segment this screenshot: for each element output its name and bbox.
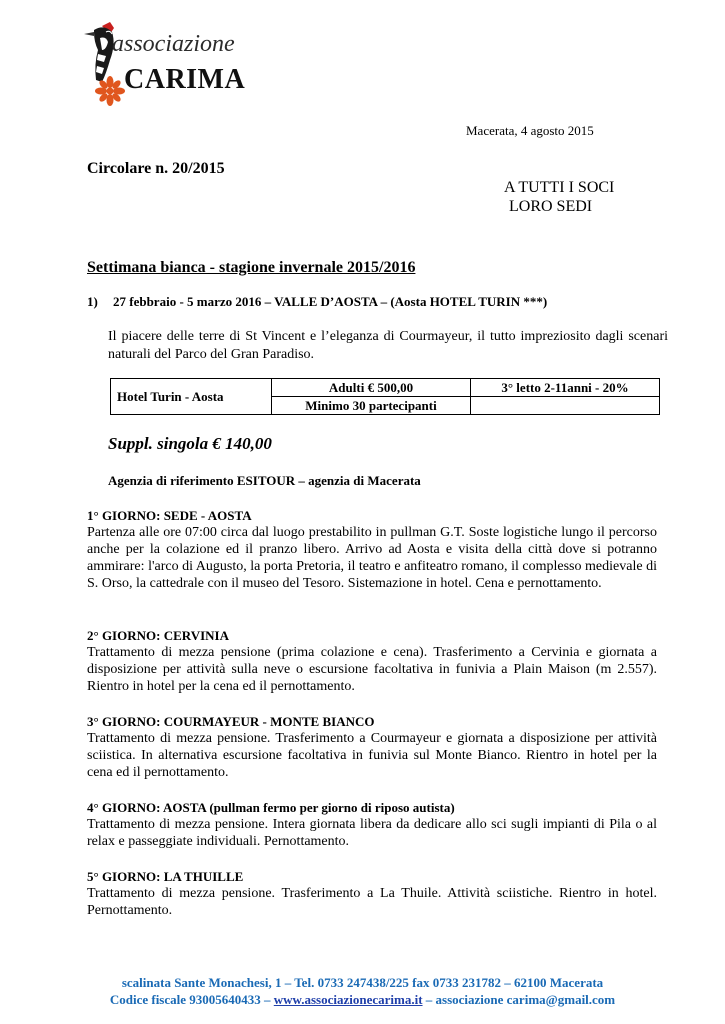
day-section-3 (87, 713, 657, 781)
day-text: Partenza alle ore 07:00 circa dal luogo prestabilito in pullman G.T. Soste logistiche lungo il percorso anche per la colazione ed il pranzo libero. Arrivo ad Aosta e visita della città dove si potranno ammirare: l'arco di Augusto, la porta Pretoria, il teatro e anfiteatro romano, il complesso medievale di S. Orso, la cattedrale con il museo del Tesoro. Sistemazione in hotel. Cena e pernottamento. (87, 525, 657, 591)
day-heading: 2° GIORNO: CERVINIA (87, 628, 229, 643)
logo-text-associazione: associazione (112, 31, 235, 57)
minimum-participants-cell: Minimo 30 partecipanti (272, 397, 471, 415)
letter-date: Macerata, 4 agosto 2015 (466, 123, 594, 138)
logo-text-carima: CARIMA (124, 64, 246, 95)
day-heading: 4° GIORNO: AOSTA (pullman fermo per giorno di riposo autista) (87, 800, 455, 815)
empty-cell (471, 397, 660, 415)
day-section-2 (87, 627, 657, 695)
footer-tax-code: Codice fiscale 93005640433 – (109, 992, 274, 1007)
document-title: Settimana bianca - stagione invernale 2015/2016 (87, 259, 416, 276)
day-section-5 (87, 868, 657, 919)
intro-paragraph: Il piacere delle terre di St Vincent e l’eleganza di Courmayeur, il tutto impreziosito dagli scenari naturali del Parco del Gran Paradiso. (108, 329, 668, 362)
day-text: Trattamento di mezza pensione (prima colazione e cena). Trasferimento a Cervinia e giornata a disposizione per attività sulla neve o escursione facoltativa in funivia a Plain Maison (m 2.557). Rientro in hotel per la cena ed il pernottamento. (87, 645, 657, 694)
third-bed-discount-cell: 3° letto 2-11anni - 20% (471, 379, 660, 397)
day-text: Trattamento di mezza pensione. Intera giornata libera da dedicare allo sci sugli impianti di Pila o al relax e passeggiate individuali. Pernottamento. (87, 817, 657, 849)
footer-contacts (0, 991, 725, 1008)
footer-address: scalinata Sante Monachesi, 1 – Tel. 0733 247438/225 fax 0733 231782 – 62100 Macerata (121, 975, 604, 990)
trip-item-number: 1) (87, 294, 98, 309)
day-section-1 (87, 507, 657, 592)
trip-item-text: 27 febbraio - 5 marzo 2016 – VALLE D’AOSTA – (Aosta HOTEL TURIN ***) (113, 294, 548, 309)
day-text: Trattamento di mezza pensione. Trasferimento a Courmayeur e giornata a disposizione per attività sciistica. In alternativa escursione facoltativa in funivia sul Monte Bianco. Rientro in hotel per la cena ed il pernottamento. (87, 731, 657, 780)
adults-price-cell: Adulti € 500,00 (272, 379, 471, 397)
circular-number: Circolare n. 20/2015 (87, 160, 225, 177)
recipient-line-2: LORO SEDI (509, 198, 593, 215)
single-supplement: Suppl. singola € 140,00 (108, 434, 272, 453)
agency-line: Agenzia di riferimento ESITOUR – agenzia di Macerata (108, 473, 421, 488)
website-link[interactable]: www.associazionecarima.it (273, 992, 423, 1007)
price-table (110, 378, 660, 415)
footer-email: – associazione carima@gmail.com (422, 992, 616, 1007)
recipient-line-1: A TUTTI I SOCI (504, 179, 615, 196)
day-heading: 5° GIORNO: LA THUILLE (87, 869, 244, 884)
trip-item (87, 293, 547, 310)
hotel-cell: Hotel Turin - Aosta (111, 379, 272, 415)
day-section-4 (87, 799, 657, 850)
day-text: Trattamento di mezza pensione. Trasferimento a La Thuile. Attività sciistiche. Rientro in hotel. Pernottamento. (87, 886, 657, 918)
day-heading: 3° GIORNO: COURMAYEUR - MONTE BIANCO (87, 714, 375, 729)
day-heading: 1° GIORNO: SEDE - AOSTA (87, 508, 252, 523)
